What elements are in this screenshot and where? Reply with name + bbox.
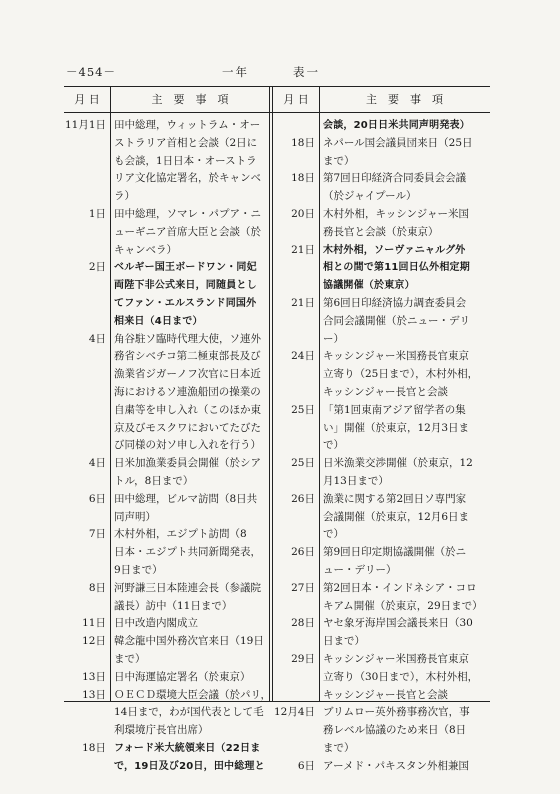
entry-date [64,544,110,562]
entry-text: 日本・エジプト共同新聞発表， [114,546,261,559]
table-row [64,224,269,242]
table-row [64,366,269,384]
table-row [64,544,269,562]
entry-date [64,598,110,616]
entry-date: 21日 [291,243,315,256]
table-row [273,384,490,402]
entry-date [64,562,110,580]
entry-text: 木村外相，ソーヴァニャルグ外 [323,244,466,256]
entry-text: ＯＥＣＤ環境大臣会議（於パリ， [114,688,271,701]
table-row [273,402,490,420]
entry-date: 29日 [291,652,315,665]
table-row [64,580,269,598]
entry-text: まで） [114,652,146,665]
table-row [64,669,269,687]
table-row [273,188,490,206]
entry-text: 相との間で第11回日仏外相定期 [323,262,470,274]
table-row [64,455,269,473]
table-row [273,491,490,509]
title-left: 一年 [222,65,249,79]
entry-text: ュー・デリー） [323,563,397,576]
entry-date [64,135,110,153]
entry-text: 会議開催（於東京，12月6日ま [323,510,470,523]
table-row [64,348,269,366]
entry-date [273,598,319,616]
entry-date: 1日 [88,207,106,220]
entry-text: 角谷駐ソ臨時代理大使，ソ連外 [114,332,261,345]
entry-text: アーメド・パキスタン外相兼国 [323,759,469,772]
entry-date [64,384,110,402]
page-title [222,64,320,80]
entry-text: 田中総理，ビルマ訪問（8日共 [114,492,258,505]
table-row [64,170,269,188]
table-row [273,366,490,384]
entry-date: 25日 [291,457,315,470]
entry-text: も会談，1日日本・オーストラ [114,154,257,167]
table-row [64,758,269,776]
table-row [64,313,269,331]
table-row [273,295,490,313]
entry-date [273,331,319,349]
entry-date [64,277,110,295]
table-row [64,473,269,491]
right-column [273,117,490,775]
entry-date [273,277,319,295]
entry-text: 韓念龍中国外務次官来日（19日 [114,635,264,648]
entry-text: 9日まで） [114,563,163,576]
table-row [273,740,490,758]
entry-text: キャンベラ） [114,243,177,256]
table-row [64,526,269,544]
entry-text: 海におけるソ連漁船団の操業の [114,385,261,398]
entry-text: で，19日及び20日，田中総理と [114,760,265,772]
entry-date [64,420,110,438]
table-row [64,117,269,135]
entry-text: 両陛下非公式来日，同随員とし [114,280,257,292]
entry-text: キッシンジャー長官と会談 [323,688,449,701]
left-content-header: 主 要 事 項 [151,93,229,106]
entry-date: 21日 [291,296,315,309]
entry-date [273,420,319,438]
entry-date: 12月4日 [273,706,315,719]
entry-text: 会談，20日日米共同声明発表） [323,120,470,131]
table-row [273,687,490,705]
table-row [64,206,269,224]
entry-date [64,402,110,420]
entry-date [64,242,110,260]
entry-date: 26日 [291,492,315,505]
entry-text: 日米加漁業委員会開催（於シア [114,457,261,470]
entry-date: 11月1日 [64,119,106,131]
entry-date [273,117,319,135]
table-row [273,580,490,598]
entry-text: 日中海運協定署名（於東京） [114,670,251,683]
table-row [64,384,269,402]
entry-text: まで） [323,741,355,754]
entry-text: 務省シベチコ第二極東部長及び [114,350,261,363]
entry-text: 日まで） [323,635,365,648]
entry-text: 相来日（4日まで） [114,315,203,327]
entry-date: 7日 [88,528,106,541]
entry-date: 25日 [291,403,315,416]
table-row [64,687,269,705]
entry-date [273,509,319,527]
right-date-header: 月 日 [283,93,309,106]
entry-date [64,473,110,491]
table-row [64,331,269,349]
entry-text: まで） [323,154,355,167]
table-row [273,651,490,669]
entry-date [273,687,319,705]
entry-date [273,526,319,544]
entry-text: 第9回日印定期協議開催（於ニ [323,546,467,559]
entry-text: 木村外相，キッシンジャー米国 [323,207,470,220]
entry-text: ラ） [114,190,135,203]
entry-text: い」開催（於東京，12月3日ま [323,421,470,434]
table-row [64,704,269,722]
table-row [64,562,269,580]
entry-date: 13日 [82,688,106,701]
table-row [273,562,490,580]
entry-date: 18日 [291,172,315,185]
table-row [64,277,269,295]
entry-date [273,633,319,651]
entry-text: 第2回日本・インドネシア・コロ [323,581,477,594]
entry-date [64,366,110,384]
entry-date [273,259,319,277]
table-row [64,740,269,758]
table-row [64,598,269,616]
entry-date [273,740,319,758]
table-header-row [64,87,490,113]
entry-date: 13日 [82,670,106,683]
table-row [273,455,490,473]
entry-text: キッシンジャー米国務長官東京 [323,350,470,363]
entry-date [64,170,110,188]
entry-date [273,562,319,580]
table-row [273,313,490,331]
entry-date [273,473,319,491]
table-row [273,544,490,562]
table-row [64,509,269,527]
entry-date [64,188,110,206]
entry-date [273,313,319,331]
entry-text: ヤセ象牙海岸国会議長来日（30 [323,617,473,630]
entry-date: 6日 [297,759,315,772]
table-row [273,206,490,224]
entry-text: キアム開催（於東京，29日まで） [323,599,483,612]
entry-date: 18日 [291,136,315,149]
entry-text: で） [323,528,344,541]
table-row [64,188,269,206]
left-column [64,117,269,775]
entry-date [273,437,319,455]
table-row [273,420,490,438]
entry-text: ー） [323,332,344,345]
table-row [273,509,490,527]
entry-text: 自粛等を申し入れ（このほか東 [114,403,261,416]
entry-text: 務長官と会談（於東京） [323,225,439,238]
entry-text: ネパール国会議員団来日（25日 [323,136,473,149]
table-row [64,491,269,509]
table-row [64,402,269,420]
entry-text: てファン・エルスランド同国外 [114,297,257,309]
entry-date: 11日 [82,617,106,630]
entry-date [273,669,319,687]
table-row [64,420,269,438]
entry-date [273,224,319,242]
entry-date: 6日 [88,492,106,505]
entry-text: 同声明） [114,510,156,523]
entry-text: 漁業省ジガーノフ次官に日本近 [114,368,261,381]
entry-text: フォード米大統領来日（22日ま [114,742,261,754]
entry-text: リア文化協定署名，於キャンベ [114,172,261,185]
table-row [64,295,269,313]
table-row [273,758,490,776]
entry-date: 18日 [82,741,106,754]
table-row [64,722,269,740]
entry-text: 河野謙三日本陸連会長（参議院 [114,581,261,594]
table-row [273,135,490,153]
entry-date: 28日 [291,617,315,630]
entry-text: 日米漁業交渉開催（於東京，12 [323,457,473,470]
table-row [273,615,490,633]
entry-text: 務レベル協議のため来日（8日 [323,724,467,737]
entry-text: キッシンジャー長官と会談 [323,385,449,398]
entry-date: 8日 [88,581,106,594]
entry-text: 第6回日印経済協力調査委員会 [323,296,467,309]
table-row [273,633,490,651]
entry-date: 20日 [291,207,315,220]
table-row [273,669,490,687]
entry-text: 議長）訪中（11日まで） [114,599,233,612]
entry-text: 14日まで，わが国代表として毛 [114,706,264,719]
entry-text: び同様の対ソ申し入れを行う） [114,439,261,452]
table-row [273,437,490,455]
table-row [273,598,490,616]
entry-date [64,722,110,740]
chronology-table [64,86,490,772]
entry-text: 京及びモスクワにおいてたびた [114,421,261,434]
entry-text: 合同会議開催（於ニュー・デリ [323,314,470,327]
entry-date [64,651,110,669]
entry-date [273,722,319,740]
entry-text: 日中改造内閣成立 [114,617,198,630]
entry-date: 24日 [291,350,315,363]
table-row [64,615,269,633]
table-row [273,473,490,491]
left-date-header: 月 日 [74,93,100,106]
entry-text: ストラリア首相と会談（2日に [114,136,258,149]
entry-text: 協議開催（於東京） [323,280,415,292]
entry-date [64,437,110,455]
entry-text: キッシンジャー米国務長官東京 [323,652,470,665]
table-row [273,722,490,740]
entry-text: （於ジャイプール） [323,190,417,203]
entry-date: 26日 [291,546,315,559]
entry-date [64,153,110,171]
entry-text: ベルギー国王ボードワン・同妃 [114,262,257,274]
table-row [273,242,490,260]
table-row [64,242,269,260]
table-row [64,135,269,153]
table-row [64,153,269,171]
entry-date: 4日 [88,332,106,345]
table-row [273,277,490,295]
entry-text: 田中総理，ウィットラム・オー [114,119,261,131]
table-row [273,170,490,188]
right-content-header: 主 要 事 項 [366,93,443,106]
entry-text: 利環境庁長官出席） [114,724,209,737]
entry-date [64,295,110,313]
entry-date [64,224,110,242]
entry-text: 漁業に関する第2回日ソ専門家 [323,492,467,505]
entry-date: 2日 [88,261,106,274]
entry-text: 田中総理，ソマレ・パプア・ニ [114,207,261,220]
table-row [273,153,490,171]
entry-text: ューギニア首席大臣と会談（於 [114,225,261,238]
entry-date [273,188,319,206]
table-row [273,331,490,349]
table-row [273,526,490,544]
entry-text: 「第1回東南アジア留学者の集 [323,403,466,416]
entry-text: 月13日まで） [323,474,389,487]
entry-text: 木村外相，エジプト訪問（8 [114,528,247,541]
table-row [273,117,490,135]
table-row [273,224,490,242]
entry-date [273,384,319,402]
entry-text: で） [323,439,344,452]
entry-text: 第7回日印経済合同委員会会議 [323,172,467,185]
entry-date [64,348,110,366]
table-row [64,651,269,669]
table-row [64,437,269,455]
entry-date: 27日 [291,581,315,594]
entry-date [64,758,110,776]
title-right: 表一 [293,65,320,79]
entry-date: 12日 [82,635,106,648]
table-row [273,704,490,722]
entry-text: トル，8日まで） [114,474,194,487]
table-row [273,348,490,366]
entry-date: 4日 [88,457,106,470]
entry-text: 立寄り（25日まで），木村外相， [323,368,479,381]
entry-date [64,313,110,331]
entry-date [64,704,110,722]
entry-date [273,366,319,384]
entry-date [273,153,319,171]
entry-date [64,509,110,527]
table-row [64,633,269,651]
entry-text: 立寄り（30日まで），木村外相， [323,670,479,683]
table-row [273,259,490,277]
entry-text: ブリムロー英外務事務次官，事 [323,706,470,719]
table-row [64,259,269,277]
page-number: －454－ [66,65,116,79]
